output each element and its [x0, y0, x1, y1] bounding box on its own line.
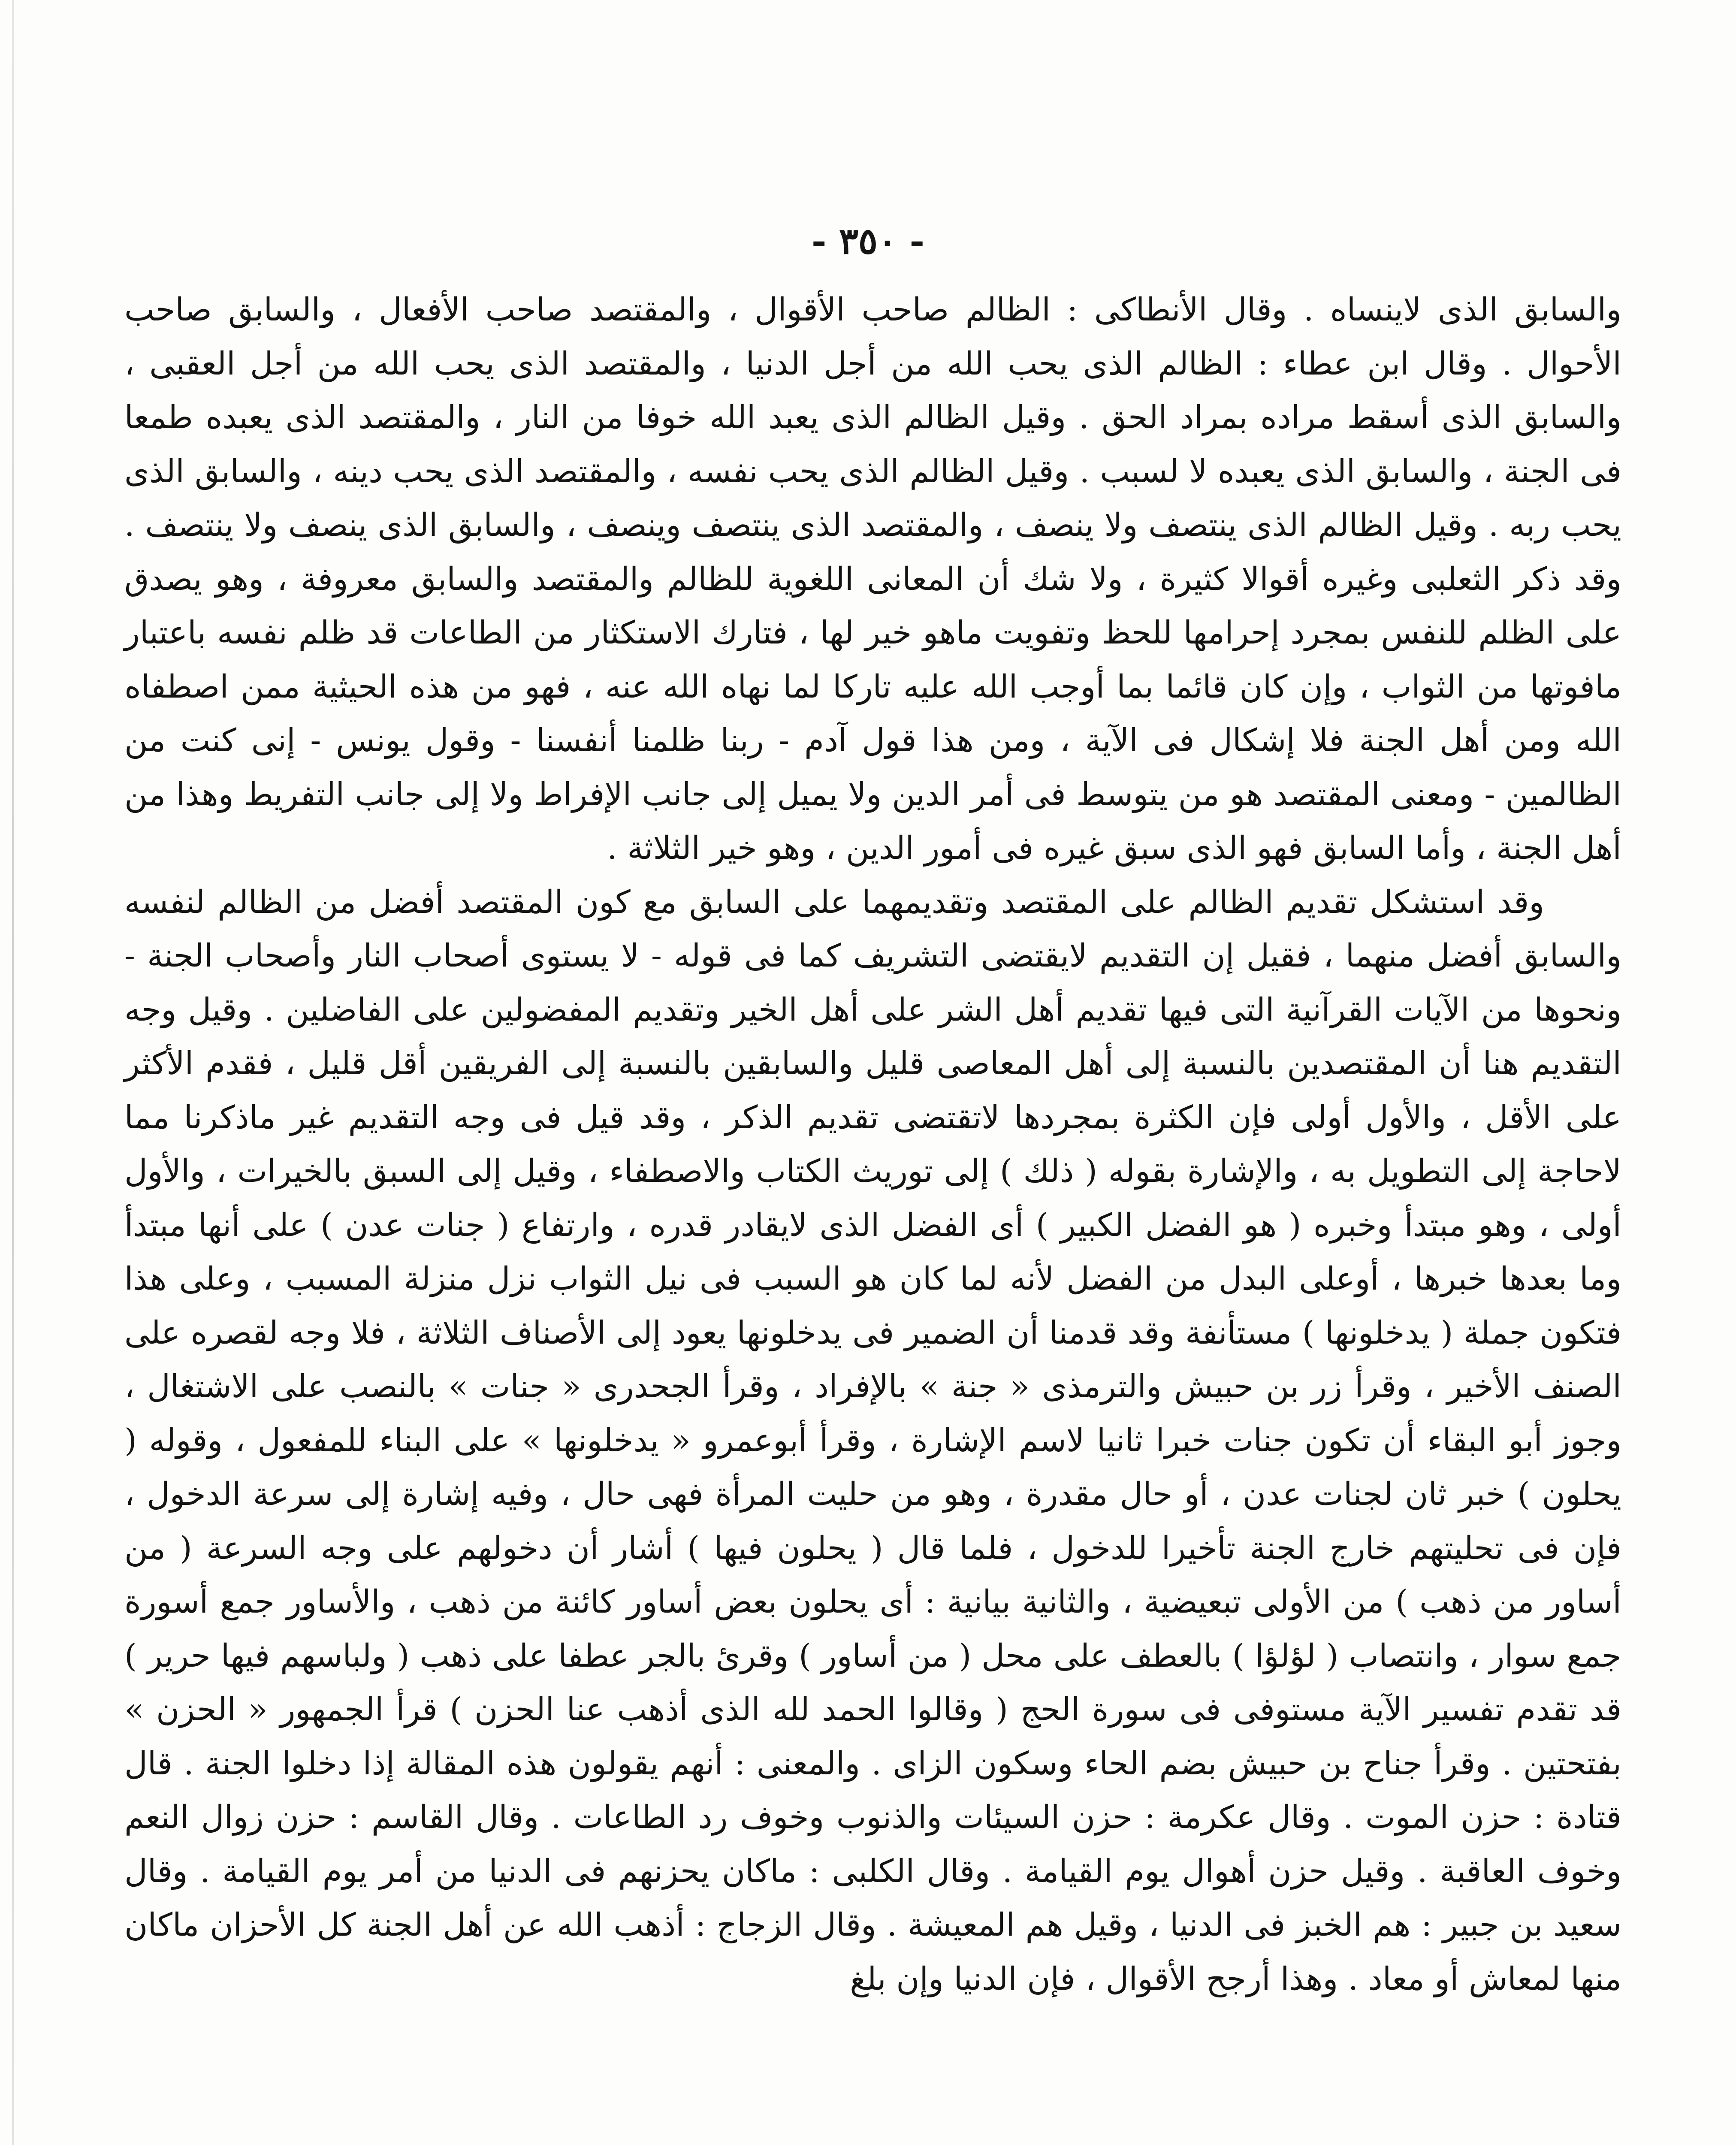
page-number: - ٣٥٠ -	[811, 220, 925, 262]
scan-edge-line	[12, 0, 14, 2145]
paragraph-1: والسابق الذى لاينساه . وقال الأنطاكى : الظالم صاحب الأقوال ، والمقتصد صاحب الأفعال ، والسابق صاحب الأحوال . وقال ابن عطاء : الظالم الذى يحب الله من أجل الدنيا ، والمقتصد الذى يحب الله من أجل العقبى ، والسابق الذى أسقط مراده بمراد الحق . وقيل الظالم الذى يعبد الله خوفا من النار ، والمقتصد الذى يعبده طمعا فى الجنة ، والسابق الذى يعبده لا لسبب . وقيل الظالم الذى يحب نفسه ، والمقتصد الذى يحب دينه ، والسابق الذى يحب ربه . وقيل الظالم الذى ينتصف ولا ينصف ، والمقتصد الذى ينتصف وينصف ، والسابق الذى ينصف ولا ينتصف . وقد ذكر الثعلبى وغيره أقوالا كثيرة ، ولا شك أن المعانى اللغوية للظالم والمقتصد والسابق معروفة ، وهو يصدق على الظلم للنفس بمجرد إحرامها للحظ وتفويت ماهو خير لها ، فتارك الاستكثار من الطاعات قد ظلم نفسه باعتبار مافوتها من الثواب ، وإن كان قائما بما أوجب الله عليه تاركا لما نهاه الله عنه ، فهو من هذه الحيثية ممن اصطفاه الله ومن أهل الجنة فلا إشكال فى الآية ، ومن هذا قول آدم - ربنا ظلمنا أنفسنا - وقول يونس - إنى كنت من الظالمين - ومعنى المقتصد هو من يتوسط فى أمر الدين ولا يميل إلى جانب الإفراط ولا إلى جانب التفريط وهذا من أهل الجنة ، وأما السابق فهو الذى سبق غيره فى أمور الدين ، وهو خير الثلاثة .	[124, 291, 1621, 867]
paragraph-2: وقد استشكل تقديم الظالم على المقتصد وتقديمهما على السابق مع كون المقتصد أفضل من الظالم لنفسه والسابق أفضل منهما ، فقيل إن التقديم لايقتضى التشريف كما فى قوله - لا يستوى أصحاب النار وأصحاب الجنة - ونحوها من الآيات القرآنية التى فيها تقديم أهل الشر على أهل الخير وتقديم المفضولين على الفاضلين . وقيل وجه التقديم هنا أن المقتصدين بالنسبة إلى أهل المعاصى قليل والسابقين بالنسبة إلى الفريقين أقل قليل ، فقدم الأكثر على الأقل ، والأول أولى فإن الكثرة بمجردها لاتقتضى تقديم الذكر ، وقد قيل فى وجه التقديم غير ماذكرنا مما لاحاجة إلى التطويل به ، والإشارة بقوله ( ذلك ) إلى توريث الكتاب والاصطفاء ، وقيل إلى السبق بالخيرات ، والأول أولى ، وهو مبتدأ وخبره ( هو الفضل الكبير ) أى الفضل الذى لايقادر قدره ، وارتفاع ( جنات عدن ) على أنها مبتدأ وما بعدها خبرها ، أوعلى البدل من الفضل لأنه لما كان هو السبب فى نيل الثواب نزل منزلة المسبب ، وعلى هذا فتكون جملة ( يدخلونها ) مستأنفة وقد قدمنا أن الضمير فى يدخلونها يعود إلى الأصناف الثلاثة ، فلا وجه لقصره على الصنف الأخير ، وقرأ زر بن حبيش والترمذى « جنة » بالإفراد ، وقرأ الجحدرى « جنات » بالنصب على الاشتغال ، وجوز أبو البقاء أن تكون جنات خبرا ثانيا لاسم الإشارة ، وقرأ أبوعمرو « يدخلونها » على البناء للمفعول ، وقوله ( يحلون ) خبر ثان لجنات عدن ، أو حال مقدرة ، وهو من حليت المرأة فهى حال ، وفيه إشارة إلى سرعة الدخول ، فإن فى تحليتهم خارج الجنة تأخيرا للدخول ، فلما قال ( يحلون فيها ) أشار أن دخولهم على وجه السرعة ( من أساور من ذهب ) من الأولى تبعيضية ، والثانية بيانية : أى يحلون بعض أساور كائنة من ذهب ، والأساور جمع أسورة جمع سوار ، وانتصاب ( لؤلؤا ) بالعطف على محل ( من أساور ) وقرئ بالجر عطفا على ذهب ( ولباسهم فيها حرير ) قد تقدم تفسير الآية مستوفى فى سورة الحج ( وقالوا الحمد لله الذى أذهب عنا الحزن ) قرأ الجمهور « الحزن » بفتحتين . وقرأ جناح بن حبيش بضم الحاء وسكون الزاى . والمعنى : أنهم يقولون هذه المقالة إذا دخلوا الجنة . قال قتادة : حزن الموت . وقال عكرمة : حزن السيئات والذنوب وخوف رد الطاعات . وقال القاسم : حزن زوال النعم وخوف العاقبة . وقيل حزن أهوال يوم القيامة . وقال الكلبى : ماكان يحزنهم فى الدنيا من أمر يوم القيامة . وقال سعيد بن جبير : هم الخبز فى الدنيا ، وقيل هم المعيشة . وقال الزجاج : أذهب الله عن أهل الجنة كل الأحزان ماكان منها لمعاش أو معاد . وهذا أرجح الأقوال ، فإن الدنيا وإن بلغ	[124, 883, 1621, 1997]
body-text	[124, 283, 1621, 2006]
